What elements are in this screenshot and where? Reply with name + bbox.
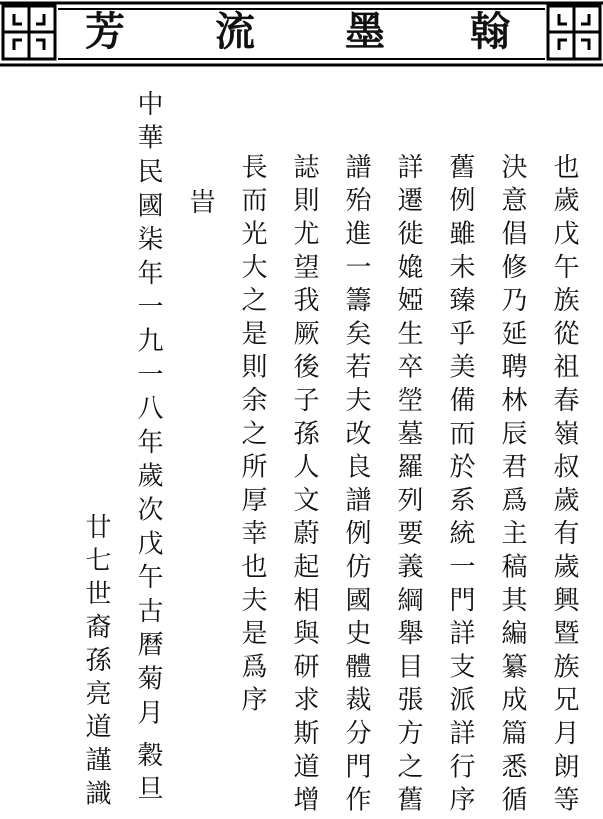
preface-text xyxy=(0,68,603,818)
text-column-2: 決意倡修乃延聘林辰君爲主稿其編纂成篇悉循 xyxy=(497,153,527,819)
left-fret-ornament-icon xyxy=(3,6,55,59)
right-fret-ornament-icon xyxy=(548,6,600,59)
text-column-7: 長而光大之是則余之所厚幸也夫是爲序 xyxy=(237,153,267,720)
text-column-3: 舊例雖未臻乎美備而於系統一門詳支派詳行序 xyxy=(445,153,475,819)
title-char-4: 翰 xyxy=(470,8,510,55)
author-line: 廿七世裔孫亮道謹識 xyxy=(81,513,111,813)
title-char-1: 芳 xyxy=(85,8,125,55)
title-banner xyxy=(0,0,603,68)
title-char-2: 流 xyxy=(215,8,255,55)
date-suffix: 穀旦 xyxy=(133,741,163,809)
text-column-1: 也歲戊午族從祖春嶺叔歲有歲興暨族兄月朗等 xyxy=(549,153,579,819)
text-column-5: 譜殆進一籌矣若夫改良譜例仿國史體裁分門作 xyxy=(341,153,371,819)
title-char-3: 墨 xyxy=(345,8,385,55)
text-column-6: 誌則尤望我厥後子孫人文蔚起相與研求斯道增 xyxy=(289,153,319,819)
date-line: 中華民國柒年一九一八年歲次戊午古曆菊月 xyxy=(133,90,163,733)
signoff-char: 旹 xyxy=(185,188,215,222)
text-column-4: 詳遷徙嫓婭生卒塋墓羅列要義綱舉目張方之舊 xyxy=(393,153,423,819)
